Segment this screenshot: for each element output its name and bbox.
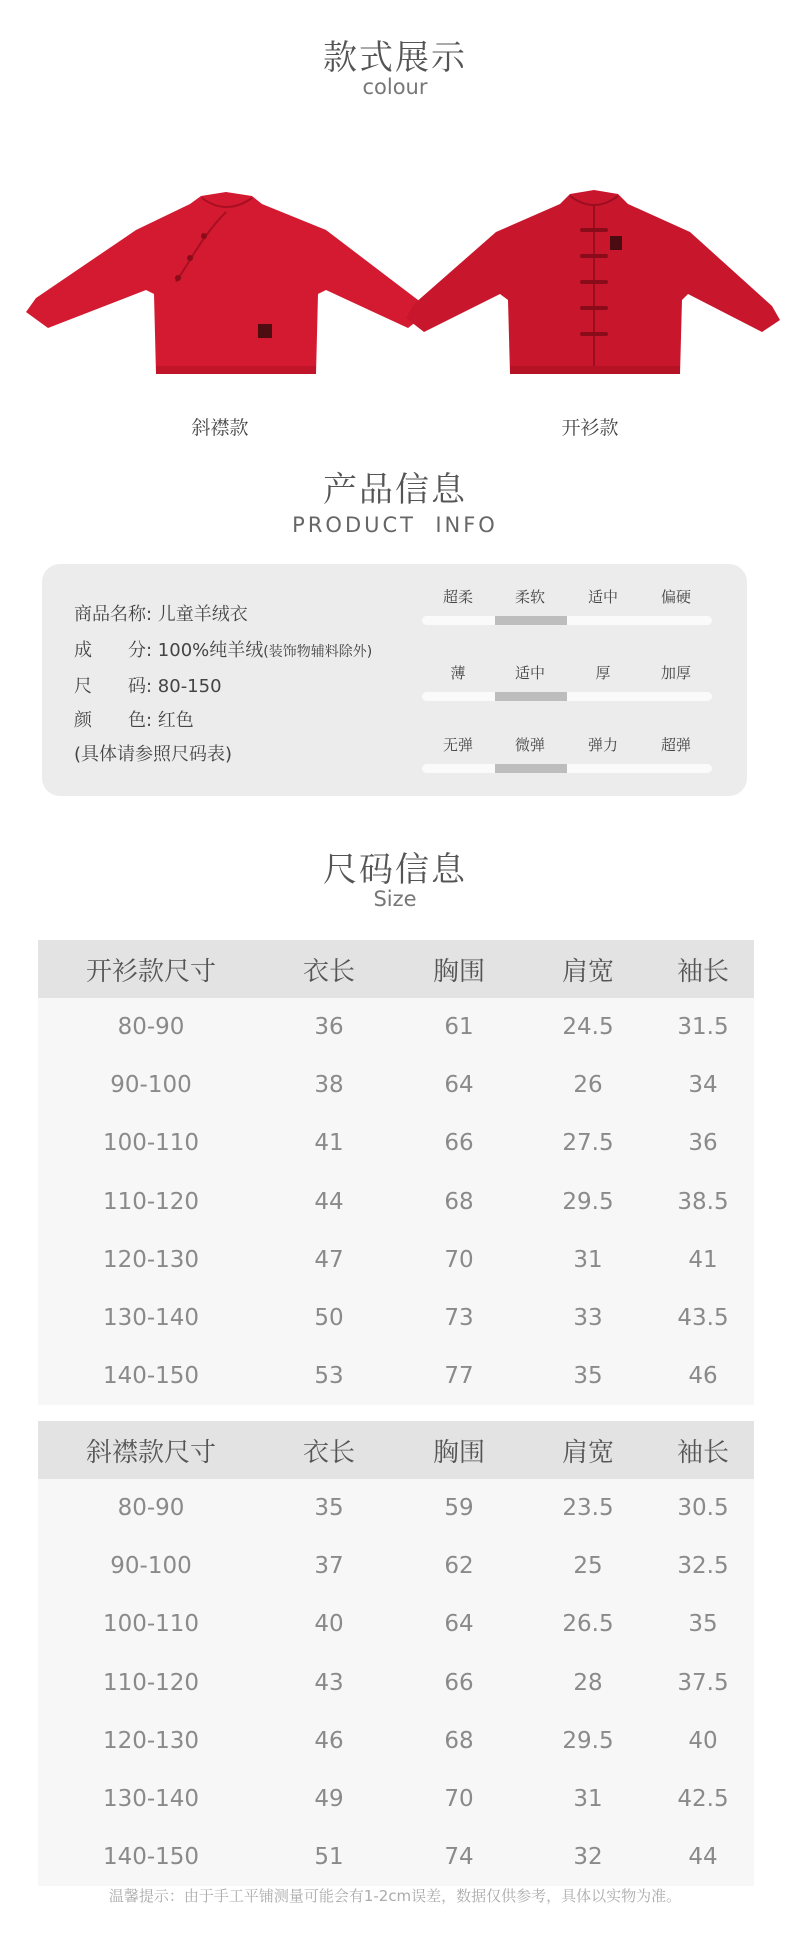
- table-cell: 37: [314, 1553, 344, 1580]
- table-header-cell: 开衫款尺寸: [38, 940, 264, 998]
- table-row: [38, 1114, 754, 1172]
- table-cell: 42.5: [677, 1786, 729, 1813]
- table-row: [38, 1289, 754, 1347]
- scale-label: 无弹: [442, 736, 473, 754]
- table-cell: 41: [688, 1246, 718, 1273]
- table-cell: 46: [314, 1727, 344, 1754]
- table-cell: 66: [444, 1130, 474, 1157]
- table-cell: 59: [444, 1495, 474, 1522]
- table-cell: 31: [573, 1246, 603, 1273]
- table-cell: 34: [688, 1072, 718, 1099]
- size-section-header: [0, 842, 790, 911]
- elasticity-scale-bar: [422, 764, 712, 773]
- softness-scale-bar: [422, 616, 712, 625]
- scale-label: 适中: [514, 664, 545, 682]
- table-cell: 120-130: [102, 1246, 200, 1273]
- table-cell: 120-130: [102, 1727, 200, 1754]
- softness-scale-indicator: [495, 616, 567, 625]
- table-header-cell: 胸围: [394, 940, 524, 998]
- colour-subtitle: colour: [362, 75, 428, 99]
- table-cell: 24.5: [562, 1014, 614, 1041]
- table-cell: 40: [688, 1727, 718, 1754]
- scale-label: 微弹: [514, 736, 545, 754]
- cardigan-size-table: [38, 940, 754, 1405]
- table-cell: 41: [314, 1130, 344, 1157]
- table-cell: 77: [444, 1363, 474, 1390]
- table-cell: 32.5: [677, 1553, 729, 1580]
- table-cell: 31: [573, 1786, 603, 1813]
- table-header-cell: 斜襟款尺寸: [38, 1421, 264, 1479]
- info-section-header: [0, 462, 790, 537]
- scale-label: 超柔: [442, 588, 473, 606]
- table-cell: 90-100: [110, 1072, 192, 1099]
- info-line-name: 商品名称: 儿童羊绒衣: [74, 604, 248, 625]
- table-cell: 26: [573, 1072, 603, 1099]
- info-line-note: (具体请参照尺码表): [74, 744, 233, 765]
- colour-section-header: [0, 30, 790, 99]
- elasticity-scale-indicator: [495, 764, 567, 773]
- scale-label: 弹力: [587, 736, 618, 754]
- table-cell: 53: [314, 1363, 344, 1390]
- table-cell: 47: [314, 1246, 344, 1273]
- table-header-cell: 袖长: [652, 1421, 754, 1479]
- table-row: [38, 1712, 754, 1770]
- info-line-material: 成 分: 100%纯羊绒(装饰物辅料除外): [74, 640, 373, 661]
- info-line-size: 尺 码: 80-150: [74, 676, 222, 697]
- thickness-scale-bar: [422, 692, 712, 701]
- softness-scale: [422, 586, 712, 610]
- table-cell: 36: [688, 1130, 718, 1157]
- table-row: [38, 1828, 754, 1886]
- table-cell: 66: [444, 1669, 474, 1696]
- scale-label: 厚: [595, 664, 611, 682]
- table-cell: 44: [688, 1844, 718, 1871]
- table-cell: 49: [314, 1786, 344, 1813]
- colour-title: 款式展示: [323, 38, 467, 78]
- table-header-cell: 袖长: [652, 940, 754, 998]
- table-cell: 44: [314, 1188, 344, 1215]
- table-cell: 43.5: [677, 1305, 729, 1332]
- thickness-scale-indicator: [495, 692, 567, 701]
- table-cell: 51: [314, 1844, 344, 1871]
- table-cell: 31.5: [677, 1014, 729, 1041]
- elasticity-scale: [422, 734, 712, 758]
- table-cell: 130-140: [102, 1305, 200, 1332]
- table-header-cell: 肩宽: [524, 940, 652, 998]
- table-row: [38, 998, 754, 1056]
- table-cell: 30.5: [677, 1495, 729, 1522]
- scale-label: 适中: [587, 588, 618, 606]
- cardigan-shirt-image: [400, 190, 780, 380]
- table-cell: 64: [444, 1611, 474, 1638]
- table-cell: 40: [314, 1611, 344, 1638]
- table-cell: 25: [573, 1553, 603, 1580]
- table-row: [38, 1537, 754, 1595]
- table-row: [38, 1479, 754, 1537]
- table-cell: 68: [444, 1188, 474, 1215]
- thickness-scale: [422, 662, 712, 686]
- table-cell: 100-110: [102, 1611, 200, 1638]
- scale-label: 偏硬: [660, 588, 691, 606]
- table-cell: 28: [573, 1669, 603, 1696]
- table-header-cell: 衣长: [264, 940, 394, 998]
- table-cell: 61: [444, 1014, 474, 1041]
- style-label-cardigan: 开衫款: [561, 417, 619, 439]
- table-row: [38, 1056, 754, 1114]
- table-cell: 62: [444, 1553, 474, 1580]
- table-cell: 43: [314, 1669, 344, 1696]
- table-cell: 110-120: [102, 1669, 200, 1696]
- table-cell: 80-90: [117, 1495, 185, 1522]
- table-cell: 37.5: [677, 1669, 729, 1696]
- scale-label: 薄: [450, 664, 466, 682]
- scale-label: 柔软: [514, 588, 545, 606]
- table-cell: 32: [573, 1844, 603, 1871]
- size-subtitle: Size: [373, 887, 417, 911]
- table-cell: 33: [573, 1305, 603, 1332]
- table-cell: 140-150: [102, 1363, 200, 1390]
- table-cell: 50: [314, 1305, 344, 1332]
- table-cell: 36: [314, 1014, 344, 1041]
- scale-label: 超弹: [660, 736, 691, 754]
- product-info-panel: [42, 564, 747, 796]
- style-label-slanted: 斜襟款: [191, 417, 249, 439]
- info-line-color: 颜 色: 红色: [74, 710, 194, 731]
- size-title: 尺码信息: [323, 850, 467, 890]
- table-cell: 35: [314, 1495, 344, 1522]
- table-cell: 38: [314, 1072, 344, 1099]
- table-row: [38, 1595, 754, 1653]
- table-header-cell: 肩宽: [524, 1421, 652, 1479]
- table-row: [38, 1173, 754, 1231]
- scale-label: 加厚: [660, 664, 691, 682]
- table-cell: 29.5: [562, 1727, 614, 1754]
- table-cell: 70: [444, 1786, 474, 1813]
- table-cell: 46: [688, 1363, 718, 1390]
- table-cell: 38.5: [677, 1188, 729, 1215]
- table-row: [38, 1770, 754, 1828]
- table-cell: 68: [444, 1727, 474, 1754]
- table-cell: 64: [444, 1072, 474, 1099]
- table-cell: 140-150: [102, 1844, 200, 1871]
- table-cell: 74: [444, 1844, 474, 1871]
- table-cell: 80-90: [117, 1014, 185, 1041]
- table-cell: 26.5: [562, 1611, 614, 1638]
- info-subtitle: PRODUCT INFO: [292, 513, 498, 537]
- table-header-cell: 胸围: [394, 1421, 524, 1479]
- table-cell: 35: [688, 1611, 718, 1638]
- table-header-row: [38, 940, 754, 998]
- table-cell: 100-110: [102, 1130, 200, 1157]
- table-cell: 35: [573, 1363, 603, 1390]
- table-cell: 110-120: [102, 1188, 200, 1215]
- table-row: [38, 1654, 754, 1712]
- table-header-row: [38, 1421, 754, 1479]
- table-header-cell: 衣长: [264, 1421, 394, 1479]
- table-cell: 130-140: [102, 1786, 200, 1813]
- table-cell: 23.5: [562, 1495, 614, 1522]
- table-cell: 73: [444, 1305, 474, 1332]
- measurement-disclaimer: 温馨提示：由于手工平铺测量可能会有1-2cm误差，数据仅供参考，具体以实物为准。: [108, 1887, 682, 1905]
- info-title: 产品信息: [323, 470, 467, 510]
- table-row: [38, 1347, 754, 1405]
- table-cell: 29.5: [562, 1188, 614, 1215]
- table-cell: 27.5: [562, 1130, 614, 1157]
- slanted-placket-shirt-image: [26, 190, 426, 380]
- table-row: [38, 1231, 754, 1289]
- slanted-size-table: [38, 1421, 754, 1886]
- table-cell: 70: [444, 1246, 474, 1273]
- table-cell: 90-100: [110, 1553, 192, 1580]
